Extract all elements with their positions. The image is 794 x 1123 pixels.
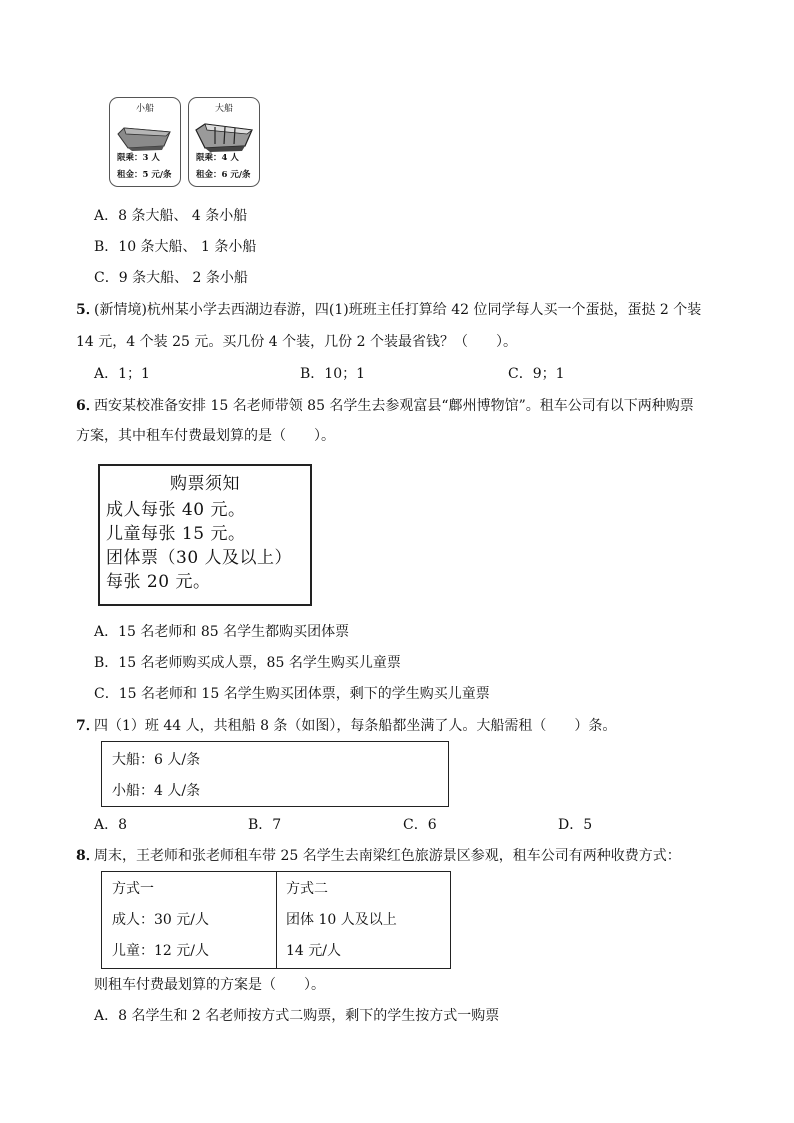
method-two-price: 14 元/人 <box>286 943 341 959</box>
q4-option-b: B．10 条大船、 1 条小船 <box>94 239 257 255</box>
notice-adult: 成人每张 40 元。 <box>106 500 246 520</box>
large-boat-icon <box>193 116 255 156</box>
method-two-header: 方式二 <box>286 881 328 897</box>
q4-option-a: A．8 条大船、 4 条小船 <box>94 208 248 224</box>
large-boat-capacity: 大船：6 人/条 <box>112 752 201 768</box>
q5-option-b: B．10；1 <box>300 366 366 382</box>
small-boat-rent: 租金：5 元/条 <box>117 170 172 180</box>
notice-group-price: 每张 20 元。 <box>106 572 211 592</box>
q5-option-c: C．9；1 <box>508 366 565 382</box>
small-boat-card <box>109 97 181 187</box>
small-boat-title: 小船 <box>135 104 154 114</box>
q6-number: 6． <box>76 398 100 414</box>
q6-line2: 方案，其中租车付费最划算的是（ ）。 <box>76 428 335 444</box>
q7-number: 7． <box>76 718 100 734</box>
notice-group: 团体票（30 人及以上） <box>106 548 293 568</box>
notice-title: 购票须知 <box>170 474 240 494</box>
q5-number: 5． <box>76 302 100 318</box>
q6-option-a: A．15 名老师和 85 名学生都购买团体票 <box>94 624 350 640</box>
small-boat-limit: 限乘：3 人 <box>117 153 160 163</box>
notice-child: 儿童每张 15 元。 <box>106 524 246 544</box>
large-boat-limit: 限乘：4 人 <box>196 153 239 163</box>
boat-rent-table <box>101 741 449 807</box>
q8-option-a: A．8 名学生和 2 名老师按方式二购票，剩下的学生按方式一购票 <box>94 1008 500 1024</box>
q7-line1: 四（1）班 44 人，共租船 8 条（如图），每条船都坐满了人。大船需租（ ）条。 <box>94 718 617 734</box>
method-one-adult: 成人：30 元/人 <box>112 912 209 928</box>
method-two-group: 团体 10 人及以上 <box>286 912 397 928</box>
q8-line1: 周末，王老师和张老师租车带 25 名学生去南梁红色旅游景区参观，租车公司有两种收费方式： <box>94 848 681 864</box>
q6-option-c: C．15 名老师和 15 名学生购买团体票，剩下的学生购买儿童票 <box>94 686 490 702</box>
fee-table-divider <box>276 872 277 968</box>
q8-question: 则租车付费最划算的方案是（ ）。 <box>94 977 325 993</box>
fee-table <box>101 871 451 969</box>
q4-option-c: C．9 条大船、 2 条小船 <box>94 270 248 286</box>
q7-option-c: C．6 <box>403 817 437 833</box>
large-boat-card <box>188 97 260 187</box>
method-one-child: 儿童：12 元/人 <box>112 943 209 959</box>
large-boat-title: 大船 <box>214 104 233 114</box>
q6-line1: 西安某校准备安排 15 名老师带领 85 名学生去参观富县“鄜州博物馆”。租车公司有以下两种购票 <box>94 398 694 414</box>
method-one-header: 方式一 <box>112 881 154 897</box>
q5-option-a: A．1；1 <box>94 366 150 382</box>
small-boat-capacity: 小船：4 人/条 <box>112 783 201 799</box>
q7-option-a: A．8 <box>94 817 128 833</box>
q5-line2: 14 元，4 个装 25 元。买几份 4 个装，几份 2 个装最省钱？（ ）。 <box>76 334 517 350</box>
large-boat-rent: 租金：6 元/条 <box>196 170 251 180</box>
q5-line1: (新情境)杭州某小学去西湖边春游，四(1)班班主任打算给 42 位同学每人买一个蛋挞，蛋挞 2 个装 <box>94 302 702 318</box>
q6-option-b: B．15 名老师购买成人票，85 名学生购买儿童票 <box>94 655 401 671</box>
q7-option-b: B．7 <box>248 817 282 833</box>
q8-number: 8． <box>76 848 100 864</box>
small-boat-icon <box>114 116 176 156</box>
ticket-notice <box>98 464 312 606</box>
q7-option-d: D．5 <box>558 817 593 833</box>
